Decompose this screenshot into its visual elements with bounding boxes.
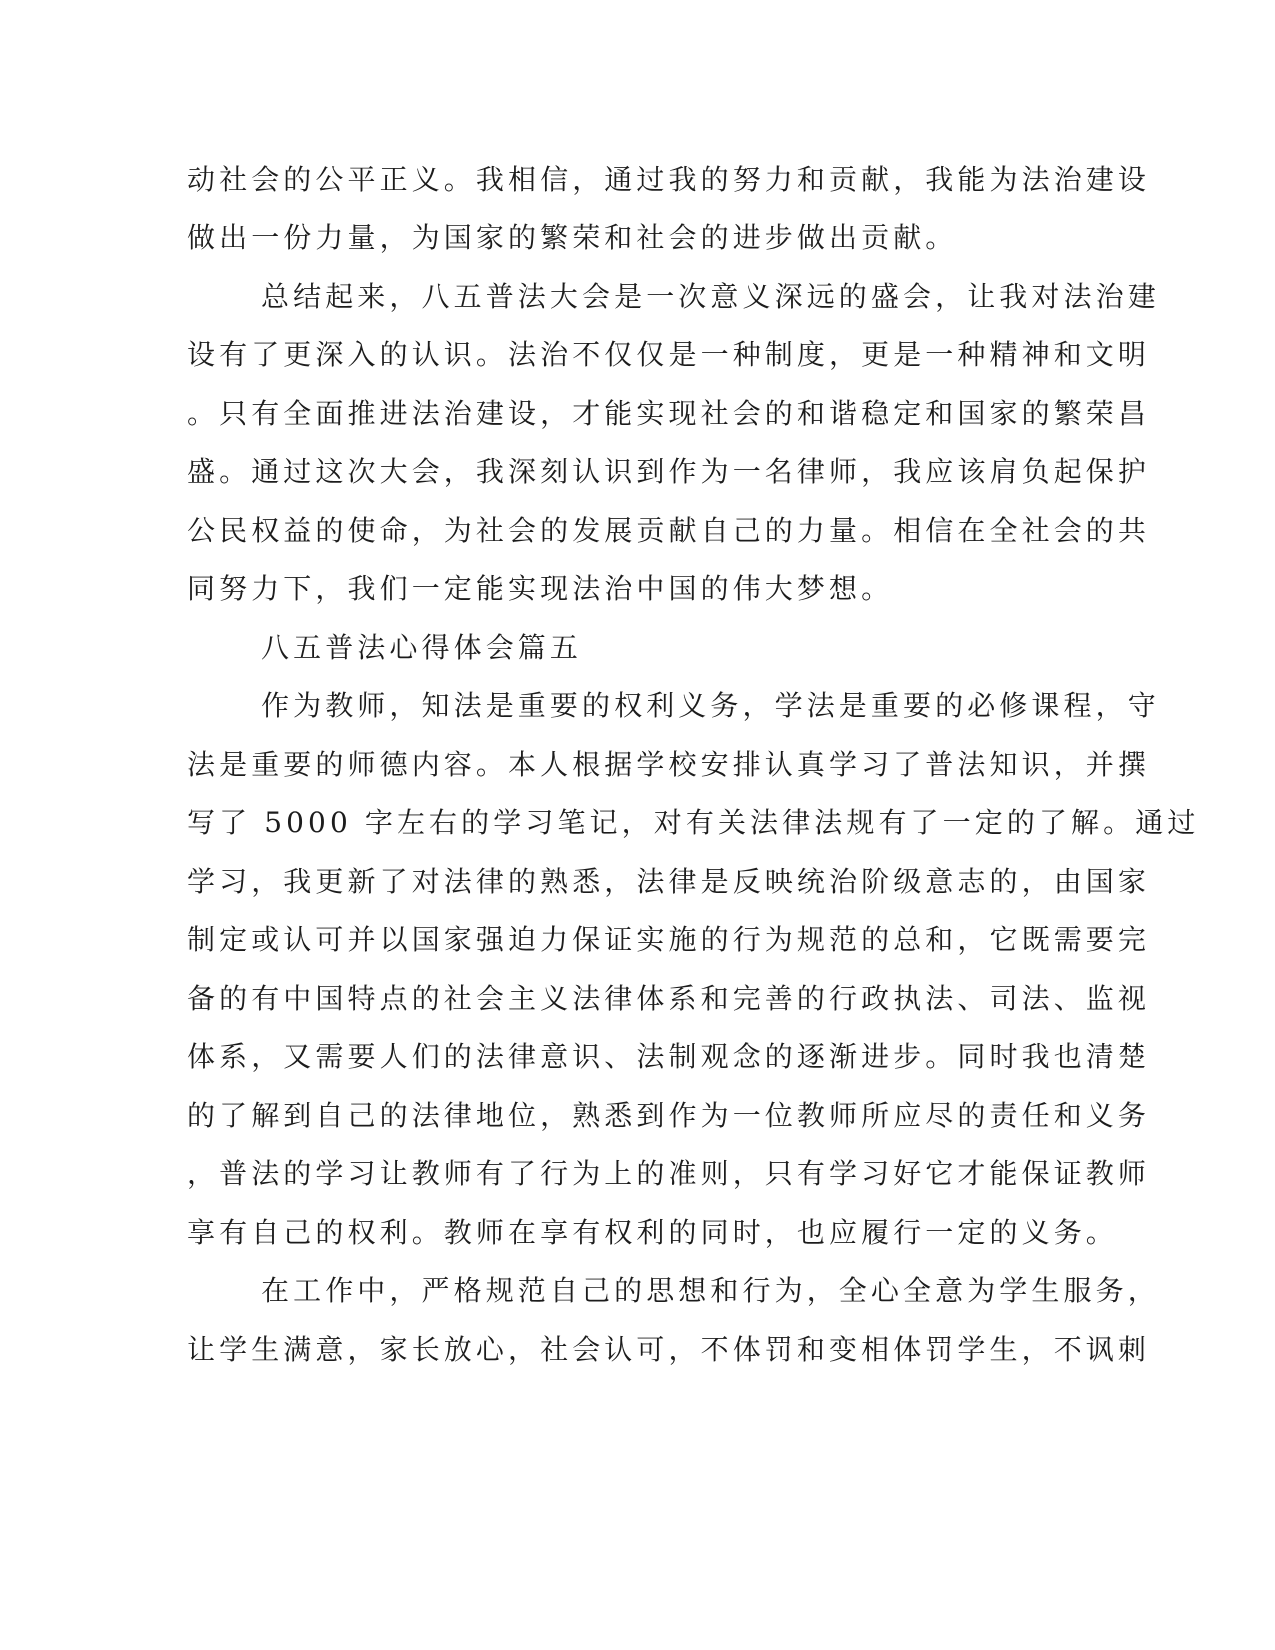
text-line: 设有了更深入的认识。法治不仅仅是一种制度，更是一种精神和文明 xyxy=(187,338,1151,371)
text-line: 盛。通过这次大会，我深刻认识到作为一名律师，我应该肩负起保护 xyxy=(187,455,1151,488)
text-line: 体系，又需要人们的法律意识、法制观念的逐渐进步。同时我也清楚 xyxy=(187,1040,1151,1073)
text-line: 备的有中国特点的社会主义法律体系和完善的行政执法、司法、监视 xyxy=(187,982,1151,1015)
text-line: 法是重要的师德内容。本人根据学校安排认真学习了普法知识，并撰 xyxy=(187,748,1151,781)
text-line: 制定或认可并以国家强迫力保证实施的行为规范的总和，它既需要完 xyxy=(187,923,1151,956)
text-line: 让学生满意，家长放心，社会认可，不体罚和变相体罚学生，不讽刺 xyxy=(187,1333,1151,1366)
text-line: 。只有全面推进法治建设，才能实现社会的和谐稳定和国家的繁荣昌 xyxy=(187,397,1151,430)
text-line: 做出一份力量，为国家的繁荣和社会的进步做出贡献。 xyxy=(187,221,958,254)
section-heading: 八五普法心得体会篇五 xyxy=(261,631,583,664)
text-line: 享有自己的权利。教师在享有权利的同时，也应履行一定的义务。 xyxy=(187,1216,1118,1249)
paragraph-first-line: 在工作中，严格规范自己的思想和行为，全心全意为学生服务， xyxy=(261,1274,1160,1307)
text-line: ，普法的学习让教师有了行为上的准则，只有学习好它才能保证教师 xyxy=(187,1157,1151,1190)
paragraph-first-line: 作为教师，知法是重要的权利义务，学法是重要的必修课程，守 xyxy=(261,689,1160,722)
text-line: 同努力下，我们一定能实现法治中国的伟大梦想。 xyxy=(187,572,894,605)
text-line: 的了解到自己的法律地位，熟悉到作为一位教师所应尽的责任和义务 xyxy=(187,1099,1151,1132)
text-line: 动社会的公平正义。我相信，通过我的努力和贡献，我能为法治建设 xyxy=(187,163,1151,196)
text-line: 写了 5000 字左右的学习笔记，对有关法律法规有了一定的了解。通过 xyxy=(187,806,1200,839)
text-line: 公民权益的使命，为社会的发展贡献自己的力量。相信在全社会的共 xyxy=(187,514,1151,547)
paragraph-first-line: 总结起来，八五普法大会是一次意义深远的盛会，让我对法治建 xyxy=(261,280,1160,313)
text-line: 学习，我更新了对法律的熟悉，法律是反映统治阶级意志的，由国家 xyxy=(187,865,1151,898)
